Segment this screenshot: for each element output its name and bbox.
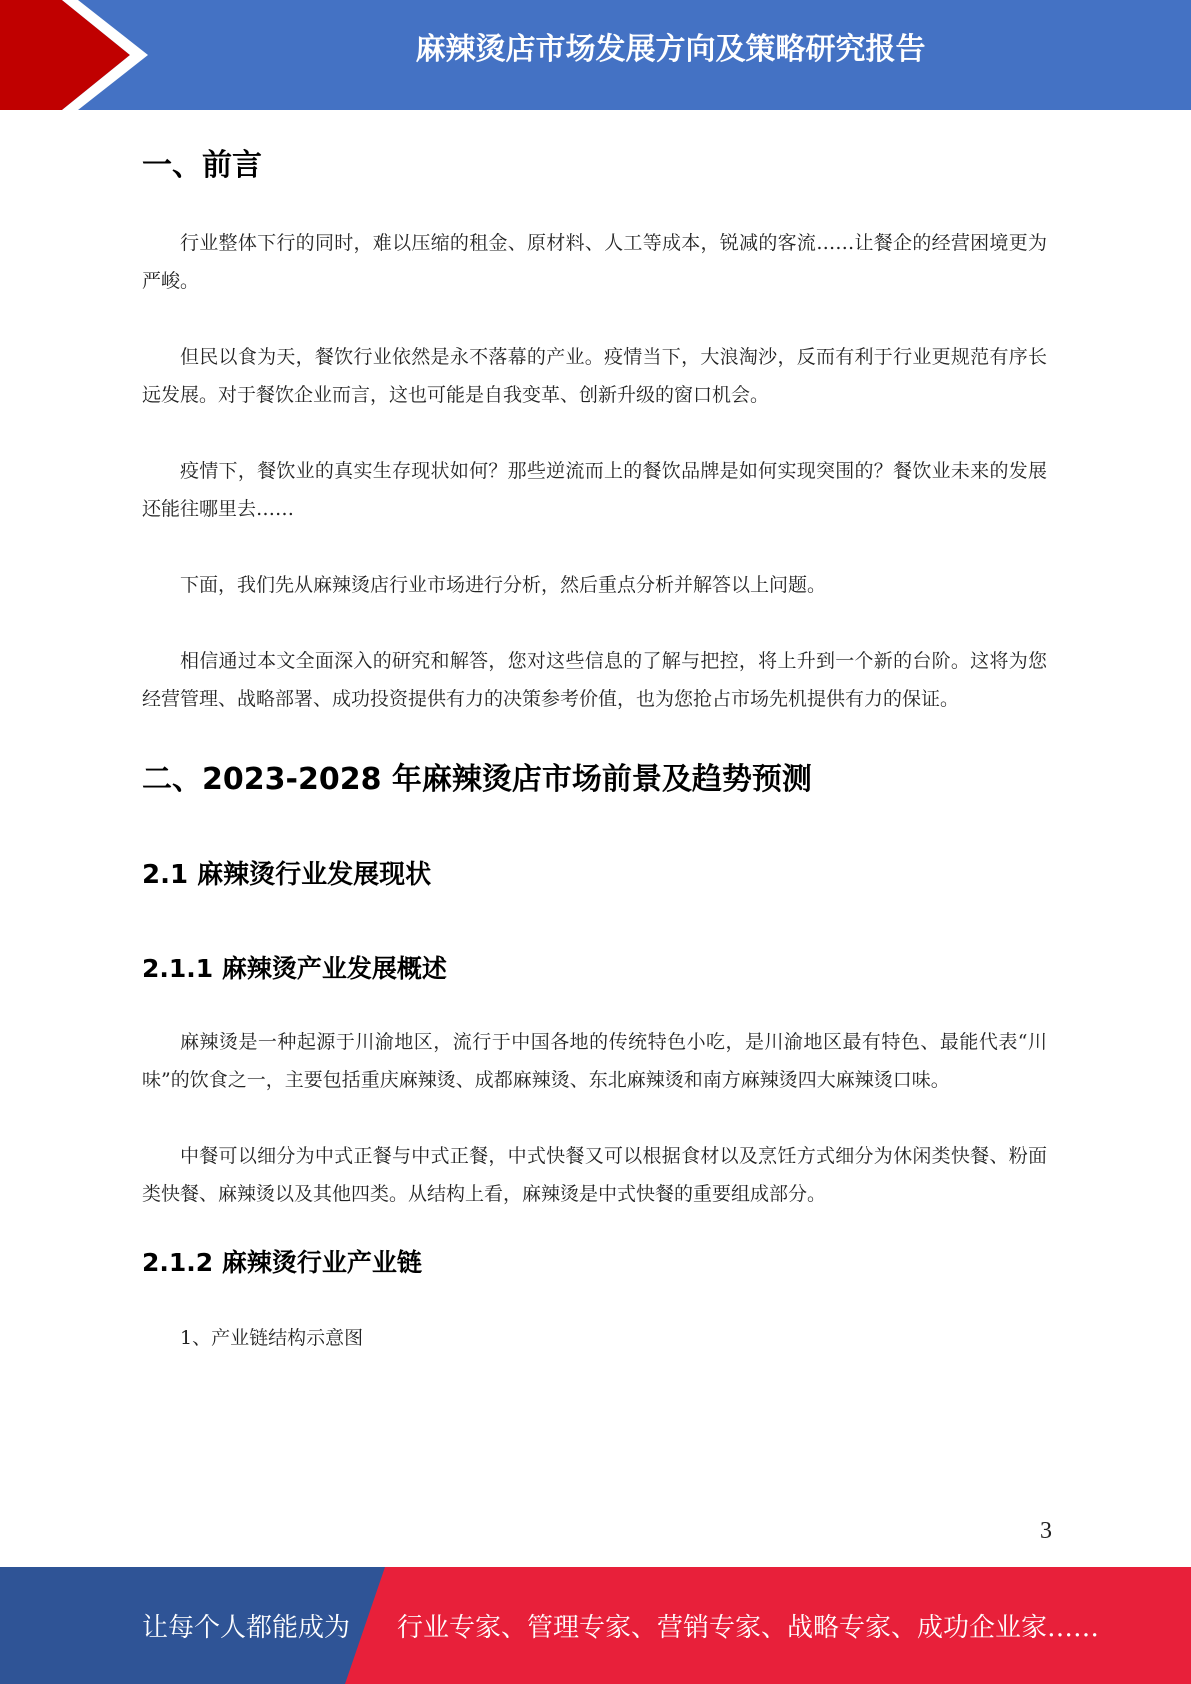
footer-slogan-right: 行业专家、管理专家、营销专家、战略专家、成功企业家…… (397, 1613, 1100, 1643)
subsection-heading-overview: 2.1.1 麻辣烫产业发展概述 (142, 954, 447, 983)
page-header (0, 0, 1191, 110)
document-body (142, 130, 1047, 1357)
paragraph: 疫情下，餐饮业的真实生存现状如何？那些逆流而上的餐饮品牌是如何实现突围的？餐饮业未来的发展还能往哪里去…… (142, 460, 1047, 520)
paragraph: 行业整体下行的同时，难以压缩的租金、原材料、人工等成本，锐减的客流……让餐企的经营困境更为严峻。 (142, 232, 1047, 292)
paragraph: 但民以食为天，餐饮行业依然是永不落幕的产业。疫情当下，大浪淘沙，反而有利于行业更规范有序长远发展。对于餐饮企业而言，这也可能是自我变革、创新升级的窗口机会。 (142, 346, 1047, 406)
paragraph: 相信通过本文全面深入的研究和解答，您对这些信息的了解与把控，将上升到一个新的台阶。这将为您经营管理、战略部署、成功投资提供有力的决策参考价值，也为您抢占市场先机提供有力的保证。 (142, 650, 1047, 710)
page-number: 3 (1040, 1518, 1052, 1544)
footer-slogan-left: 让每个人都能成为 (142, 1613, 351, 1643)
header-arrow-decoration (0, 0, 160, 110)
page-footer (0, 1567, 1191, 1684)
subsection-heading-industry-chain: 2.1.2 麻辣烫行业产业链 (142, 1248, 422, 1277)
paragraph: 麻辣烫是一种起源于川渝地区，流行于中国各地的传统特色小吃，是川渝地区最有特色、最能代表“川味”的饮食之一，主要包括重庆麻辣烫、成都麻辣烫、东北麻辣烫和南方麻辣烫四大麻辣烫口味。 (142, 1031, 1047, 1091)
report-title: 麻辣烫店市场发展方向及策略研究报告 (415, 32, 926, 67)
paragraph: 中餐可以细分为中式正餐与中式正餐，中式快餐又可以根据食材以及烹饪方式细分为休闲类快餐、粉面类快餐、麻辣烫以及其他四类。从结构上看，麻辣烫是中式快餐的重要组成部分。 (142, 1145, 1047, 1205)
section-heading-preface: 一、前言 (142, 148, 262, 183)
list-item-chain-diagram: 1、产业链结构示意图 (180, 1327, 364, 1349)
section-heading-forecast: 二、2023-2028 年麻辣烫店市场前景及趋势预测 (142, 762, 812, 797)
subsection-heading-status: 2.1 麻辣烫行业发展现状 (142, 860, 432, 890)
paragraph: 下面，我们先从麻辣烫店行业市场进行分析，然后重点分析并解答以上问题。 (180, 574, 827, 596)
